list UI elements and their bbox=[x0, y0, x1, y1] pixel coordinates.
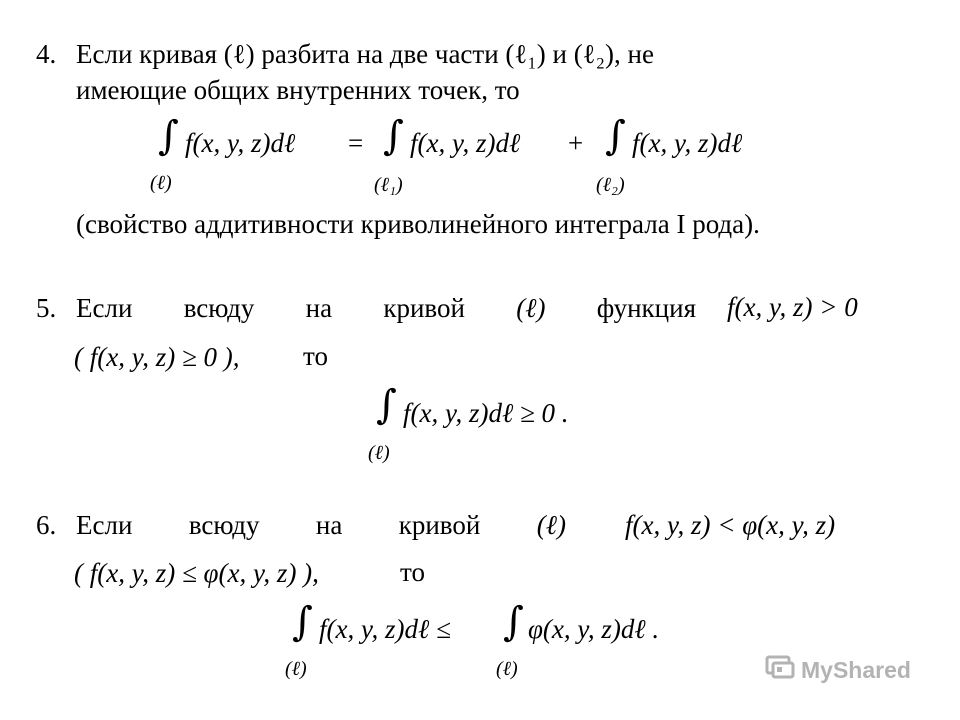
item5-number: 5. bbox=[36, 293, 57, 323]
word: функция bbox=[596, 293, 696, 323]
integrand: f(x, y, z)dℓ bbox=[632, 128, 743, 158]
integrand: f(x, y, z)dℓ ≥ 0 . bbox=[403, 398, 569, 428]
integrand: f(x, y, z)dℓ bbox=[185, 128, 296, 158]
item6-then: то bbox=[400, 557, 425, 587]
item4-line2: имеющие общих внутренних точек, то bbox=[76, 75, 520, 105]
integrand: φ(x, y, z)dℓ . bbox=[528, 614, 660, 644]
integral-sign: ∫ bbox=[503, 599, 524, 645]
item5-then: то bbox=[303, 341, 328, 371]
myshared-watermark bbox=[765, 655, 911, 686]
item6-line1 bbox=[76, 509, 566, 541]
integrand: f(x, y, z)dℓ bbox=[410, 128, 521, 158]
item6-number: 6. bbox=[36, 510, 57, 540]
integral-subscript: (ℓ) bbox=[285, 658, 307, 680]
integral-subscript: (ℓ) bbox=[150, 172, 172, 194]
item5-line2: ( f(x, y, z) ≥ 0 ), bbox=[74, 342, 240, 372]
item5-line1 bbox=[76, 292, 696, 324]
word: всюду bbox=[183, 293, 255, 323]
integral-sign: ∫ bbox=[383, 113, 404, 159]
equals-sign: = bbox=[348, 128, 364, 158]
word: кривой bbox=[383, 293, 465, 323]
integral-subscript: (ℓ₂) bbox=[596, 174, 625, 196]
word: всюду bbox=[188, 510, 260, 540]
integral-subscript: (ℓ) bbox=[368, 442, 390, 464]
word: кривой bbox=[398, 510, 481, 540]
curve-symbol: (ℓ) bbox=[516, 293, 546, 323]
integrand: f(x, y, z)dℓ ≤ bbox=[319, 614, 451, 644]
integral-sign: ∫ bbox=[605, 113, 626, 159]
item5-condition: f(x, y, z) > 0 bbox=[727, 292, 858, 322]
word: Если bbox=[76, 510, 133, 540]
integral-subscript: (ℓ₁) bbox=[374, 174, 403, 196]
word: на bbox=[315, 510, 343, 540]
item6-line2: ( f(x, y, z) ≤ φ(x, y, z) ), bbox=[74, 558, 319, 588]
integral-sign: ∫ bbox=[292, 599, 313, 645]
watermark-text: MyShared bbox=[801, 657, 911, 683]
plus-sign: + bbox=[568, 128, 584, 158]
item4-number: 4. bbox=[36, 39, 57, 69]
item6-condition: f(x, y, z) < φ(x, y, z) bbox=[625, 510, 836, 540]
integral-sign: ∫ bbox=[376, 382, 397, 428]
word: Если bbox=[76, 293, 133, 323]
word: на bbox=[305, 293, 333, 323]
item4-line1: Если кривая (ℓ) разбита на две части (ℓ₁) и (ℓ₂), не bbox=[76, 39, 654, 69]
myshared-logo-icon bbox=[765, 655, 795, 686]
curve-symbol: (ℓ) bbox=[536, 510, 566, 540]
integral-sign: ∫ bbox=[158, 113, 179, 159]
integral-subscript: (ℓ) bbox=[496, 658, 518, 680]
item4-note: (свойство аддитивности криволинейного интеграла I рода). bbox=[76, 209, 760, 239]
